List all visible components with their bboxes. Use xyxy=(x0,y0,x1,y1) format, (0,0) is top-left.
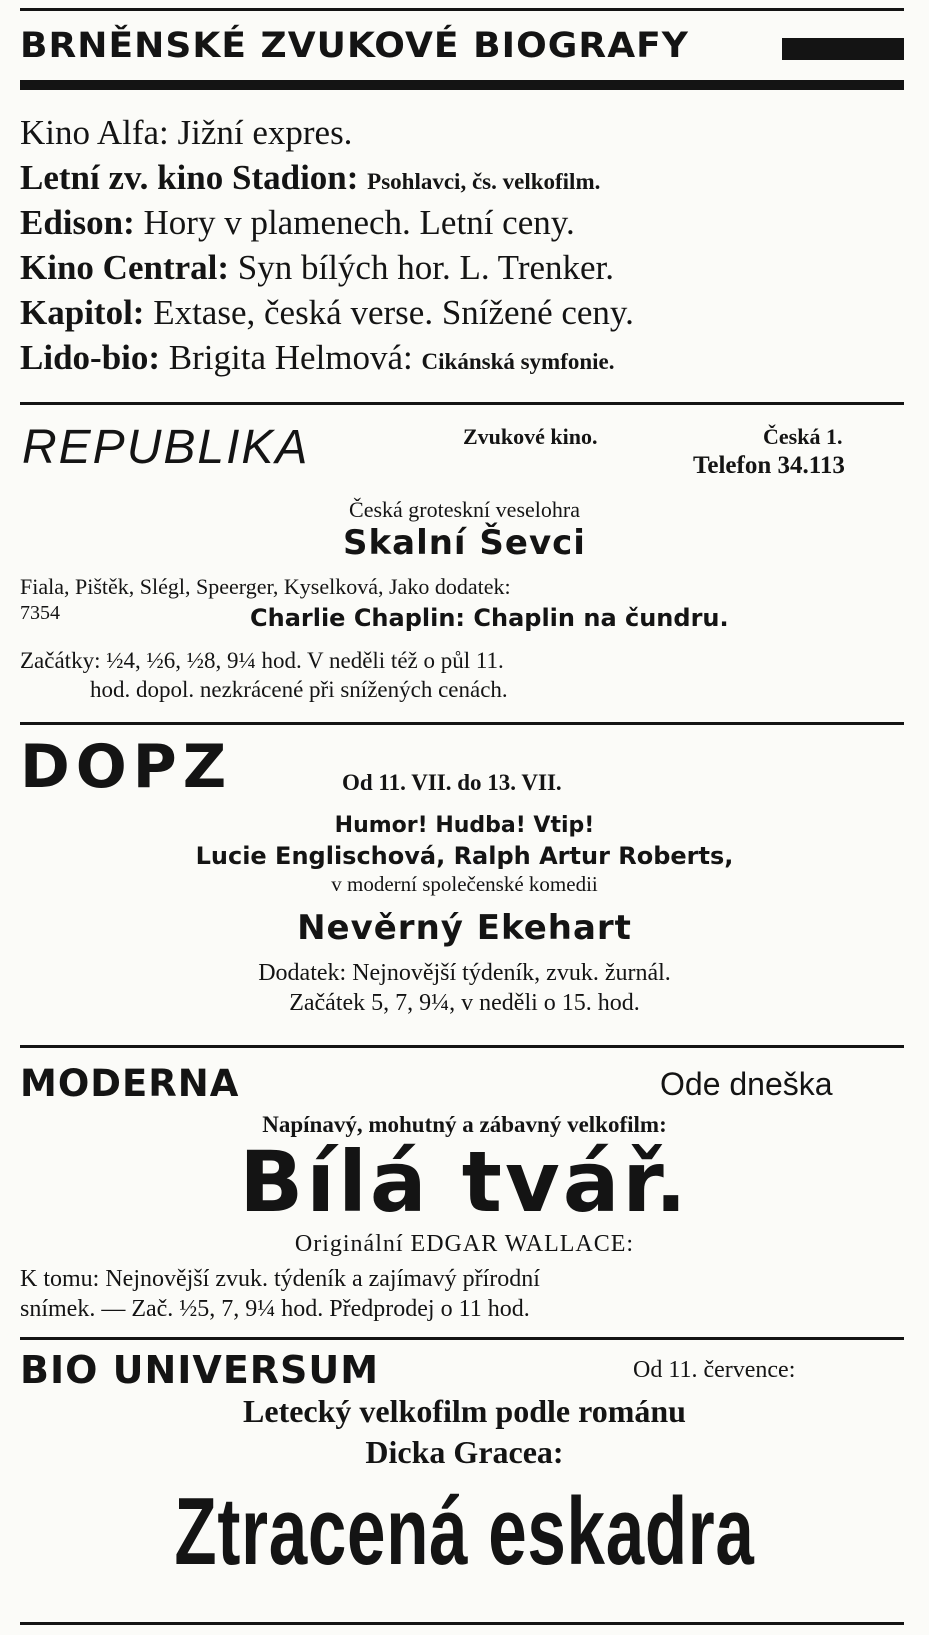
universum-name: BIO UNIVERSUM xyxy=(20,1348,380,1392)
republika-extra: Charlie Chaplin: Chaplin na čundru. xyxy=(250,604,729,632)
header-title: BRNĚNSKÉ ZVUKOVÉ BIOGRAFY xyxy=(20,26,689,66)
listing-alfa xyxy=(20,113,352,153)
republika-name: REPUBLIKA xyxy=(22,421,310,474)
listing-program: Jižní expres. xyxy=(177,113,353,152)
republika-genre: Česká groteskní veselohra xyxy=(349,497,580,522)
section-rule xyxy=(20,1337,904,1340)
listing-program: Hory v plamenech. Letní ceny. xyxy=(143,203,575,242)
listing-cinema: Letní zv. kino Stadion: xyxy=(20,158,359,197)
section-rule xyxy=(20,402,904,405)
republika-times-line: Začátky: ½4, ½6, ½8, 9¼ hod. V neděli též o půl 11. xyxy=(20,648,504,673)
republika-times-line: hod. dopol. nezkrácené při snížených cenách. xyxy=(90,677,508,702)
listing-program: Extase, česká verse. Snížené ceny. xyxy=(153,293,634,332)
moderna-description: Napínavý, mohutný a zábavný velkofilm: xyxy=(262,1112,667,1137)
moderna-extra-line: K tomu: Nejnovější zvuk. týdeník a zajímavý přírodní xyxy=(20,1266,540,1292)
republika-film-title: Skalní Ševci xyxy=(343,523,586,563)
section-rule xyxy=(20,1045,904,1048)
listing-cinema: Lido-bio: xyxy=(20,338,161,377)
listing-note: Psohlavci, čs. velkofilm. xyxy=(367,169,601,194)
universum-film-title: Ztracená eskadra xyxy=(174,1478,755,1585)
dopz-name: DOPZ xyxy=(20,732,233,802)
listing-lido xyxy=(20,338,615,378)
listing-program: Brigita Helmová: xyxy=(168,338,413,377)
listing-edison xyxy=(20,203,575,243)
moderna-from: Ode dneška xyxy=(660,1066,833,1102)
header-bar-ornament xyxy=(782,38,904,60)
republika-phone: Telefon 34.113 xyxy=(693,452,845,479)
republika-description: Zvukové kino. xyxy=(463,424,598,449)
listing-central xyxy=(20,248,614,288)
moderna-extra-line: snímek. — Zač. ½5, 7, 9¼ hod. Předprodej o 11 hod. xyxy=(20,1296,530,1322)
listing-cinema: Kino Central: xyxy=(20,248,230,287)
listing-cinema: Kino Alfa: xyxy=(20,113,169,152)
republika-address: Česká 1. xyxy=(763,424,843,449)
listing-program: Syn bílých hor. L. Trenker. xyxy=(237,248,615,287)
top-rule xyxy=(20,8,904,11)
dopz-tagline: Humor! Hudba! Vtip! xyxy=(334,813,595,838)
universum-from: Od 11. července: xyxy=(633,1357,796,1383)
listing-stadion xyxy=(20,158,600,198)
dopz-genre: v moderní společenské komedii xyxy=(331,872,598,896)
universum-description-line: Letecký velkofilm podle románu xyxy=(243,1393,686,1429)
listing-cinema: Edison: xyxy=(20,203,135,242)
listing-kapitol xyxy=(20,293,634,333)
moderna-film-title: Bílá tvář. xyxy=(239,1133,690,1231)
republika-cast: Fiala, Pištěk, Slégl, Speerger, Kyselková, Jako dodatek: xyxy=(20,574,511,599)
dopz-extra: Dodatek: Nejnovější týdeník, zvuk. žurnál. xyxy=(258,960,671,986)
section-rule xyxy=(20,722,904,725)
universum-description-line: Dicka Gracea: xyxy=(365,1434,564,1470)
moderna-name: MODERNA xyxy=(20,1062,240,1105)
dopz-cast: Lucie Englischová, Ralph Artur Roberts, xyxy=(195,842,734,870)
dopz-dates: Od 11. VII. do 13. VII. xyxy=(342,770,562,795)
republika-number: 7354 xyxy=(20,602,60,624)
moderna-original: Originální EDGAR WALLACE: xyxy=(294,1231,635,1257)
dopz-film-title: Nevěrný Ekehart xyxy=(297,908,632,948)
header-rule xyxy=(20,80,904,90)
listing-cinema: Kapitol: xyxy=(20,293,145,332)
bottom-rule xyxy=(20,1622,904,1625)
dopz-start: Začátek 5, 7, 9¼, v neděli o 15. hod. xyxy=(289,990,640,1016)
listing-note: Cikánská symfonie. xyxy=(421,349,615,374)
